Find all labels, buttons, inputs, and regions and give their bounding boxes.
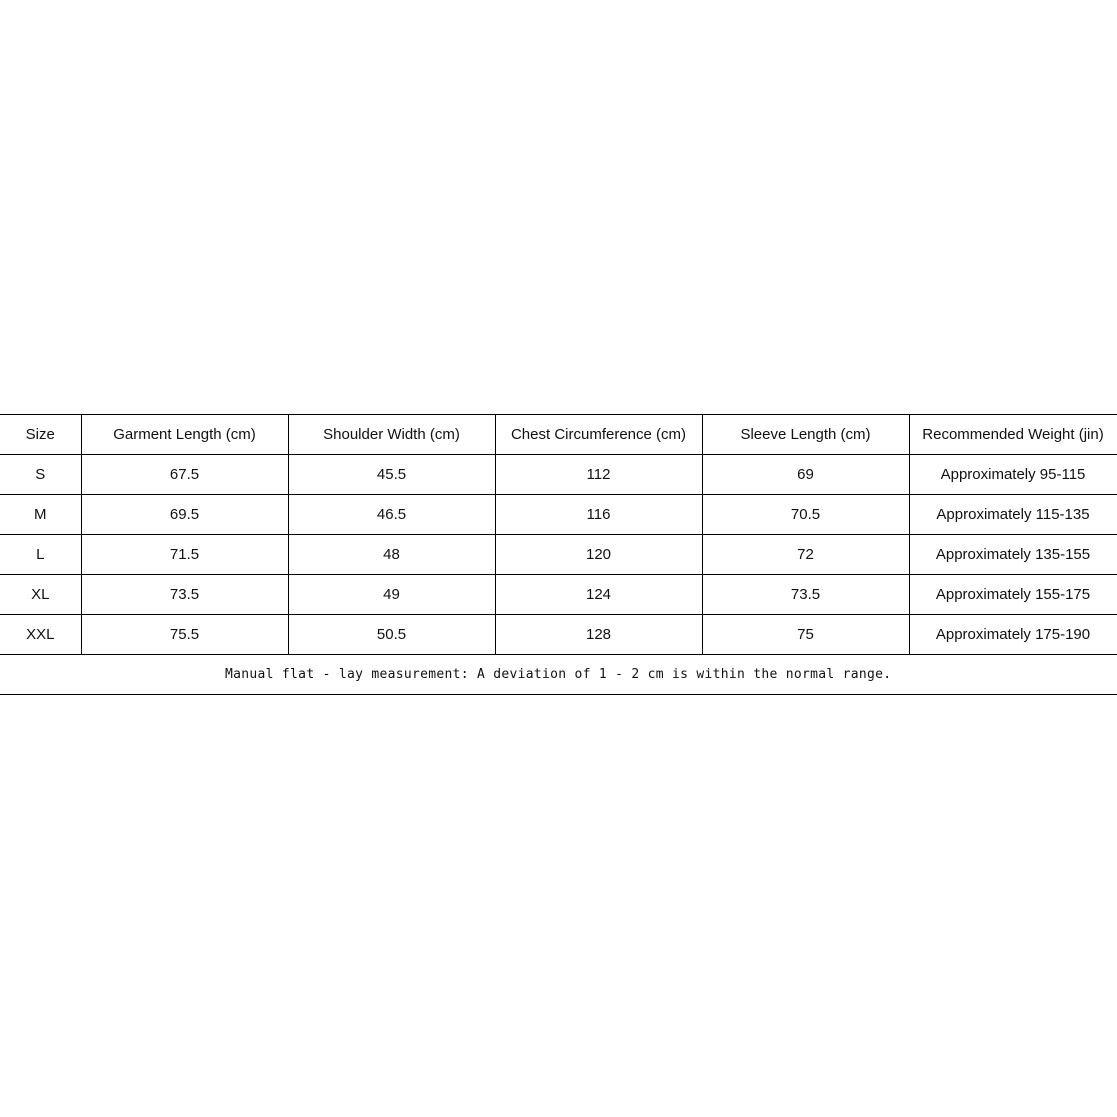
size-cell: S — [0, 455, 81, 495]
size-chart-table — [0, 414, 1117, 695]
recommended-weight-cell: Approximately 155-175 — [909, 575, 1117, 615]
size-cell: L — [0, 535, 81, 575]
column-header-garment-length: Garment Length (cm) — [81, 415, 288, 455]
column-header-sleeve-length: Sleeve Length (cm) — [702, 415, 909, 455]
sleeve-length-cell: 73.5 — [702, 575, 909, 615]
size-cell: M — [0, 495, 81, 535]
garment-length-cell: 69.5 — [81, 495, 288, 535]
chest-circumference-cell: 120 — [495, 535, 702, 575]
garment-length-cell: 71.5 — [81, 535, 288, 575]
sleeve-length-cell: 72 — [702, 535, 909, 575]
measurement-note: Manual flat - lay measurement: A deviation of 1 - 2 cm is within the normal range. — [0, 655, 1117, 695]
recommended-weight-cell: Approximately 175-190 — [909, 615, 1117, 655]
column-header-recommended-weight: Recommended Weight (jin) — [909, 415, 1117, 455]
chest-circumference-cell: 112 — [495, 455, 702, 495]
chest-circumference-cell: 128 — [495, 615, 702, 655]
column-header-shoulder-width: Shoulder Width (cm) — [288, 415, 495, 455]
column-header-size: Size — [0, 415, 81, 455]
garment-length-cell: 75.5 — [81, 615, 288, 655]
recommended-weight-cell: Approximately 95-115 — [909, 455, 1117, 495]
table-note-row — [0, 655, 1117, 695]
shoulder-width-cell: 45.5 — [288, 455, 495, 495]
chest-circumference-cell: 124 — [495, 575, 702, 615]
shoulder-width-cell: 46.5 — [288, 495, 495, 535]
garment-length-cell: 67.5 — [81, 455, 288, 495]
table-row — [0, 615, 1117, 655]
table-row — [0, 575, 1117, 615]
chest-circumference-cell: 116 — [495, 495, 702, 535]
sleeve-length-cell: 69 — [702, 455, 909, 495]
shoulder-width-cell: 49 — [288, 575, 495, 615]
sleeve-length-cell: 75 — [702, 615, 909, 655]
table-row — [0, 535, 1117, 575]
shoulder-width-cell: 48 — [288, 535, 495, 575]
column-header-chest-circumference: Chest Circumference (cm) — [495, 415, 702, 455]
sleeve-length-cell: 70.5 — [702, 495, 909, 535]
table-row — [0, 495, 1117, 535]
table-row — [0, 455, 1117, 495]
size-cell: XXL — [0, 615, 81, 655]
recommended-weight-cell: Approximately 135-155 — [909, 535, 1117, 575]
size-cell: XL — [0, 575, 81, 615]
shoulder-width-cell: 50.5 — [288, 615, 495, 655]
table-header-row — [0, 415, 1117, 455]
garment-length-cell: 73.5 — [81, 575, 288, 615]
recommended-weight-cell: Approximately 115-135 — [909, 495, 1117, 535]
